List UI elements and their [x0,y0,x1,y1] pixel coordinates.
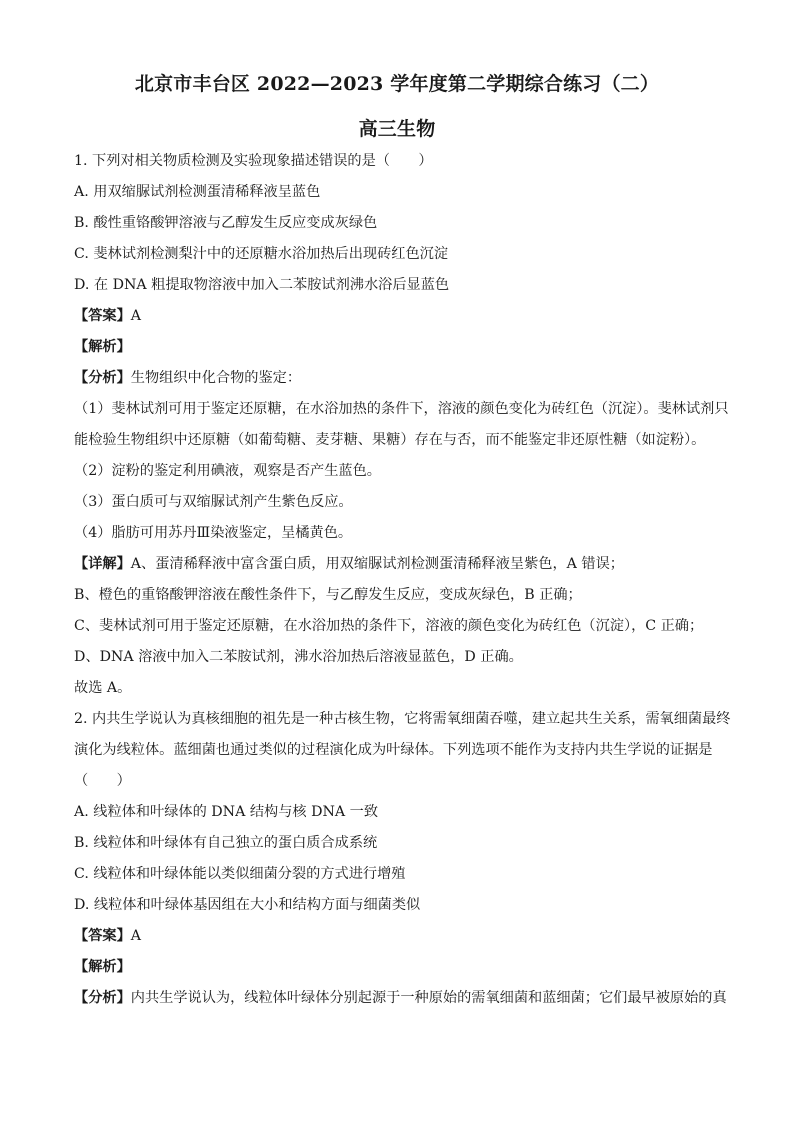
q1-option-d: D. 在 DNA 粗提取物溶液中加入二苯胺试剂沸水浴后显蓝色 [74,277,450,293]
q1-point-1b: 能检验生物组织中还原糖（如葡萄糖、麦芽糖、果糖）存在与否，而不能鉴定非还原性糖（如淀粉）。 [74,432,706,448]
answer-value: A [130,928,142,944]
page-subtitle: 高三生物 [358,118,436,140]
q1-answer [74,306,141,326]
page-title: 北京市丰台区 2022—2023 学年度第二学期综合练习（二） [134,73,660,95]
answer-tag: 【答案】 [74,308,131,324]
q1-option-c: C. 斐林试剂检测梨汁中的还原糖水浴加热后出现砖红色沉淀 [74,246,449,262]
q1-detail-d: D、DNA 溶液中加入二苯胺试剂，沸水浴加热后溶液显蓝色，D 正确。 [74,649,523,665]
fenxi-tag: 【分析】 [74,370,131,386]
fenxi-text: 内共生学说认为，线粒体叶绿体分别起源于一种原始的需氧细菌和蓝细菌；它们最早被原始的真 [130,990,727,1006]
fenxi-tag: 【分析】 [74,990,131,1006]
q1-detail-b: B、橙色的重铬酸钾溶液在酸性条件下，与乙醇发生反应，变成灰绿色，B 正确； [74,587,582,603]
q2-stem-line-1: 2. 内共生学说认为真核细胞的祖先是一种古核生物，它将需氧细菌吞噬，建立起共生关系，需氧细菌最终 [74,711,731,727]
q2-stem-line-3: （ ） [74,773,131,789]
q1-option-b: B. 酸性重铬酸钾溶液与乙醇发生反应变成灰绿色 [74,215,378,231]
detail-text-a: A、蛋清稀释液中富含蛋白质，用双缩脲试剂检测蛋清稀释液呈紫色，A 错误； [130,556,624,572]
q2-option-a: A. 线粒体和叶绿体的 DNA 结构与核 DNA 一致 [74,804,379,820]
q2-option-c: C. 线粒体和叶绿体能以类似细菌分裂的方式进行增殖 [74,866,406,882]
q1-point-1a: （1）斐林试剂可用于鉴定还原糖，在水浴加热的条件下，溶液的颜色变化为砖红色（沉淀）。斐林试剂只 [74,401,729,417]
q1-conclusion: 故选 A。 [74,680,132,696]
q2-option-d: D. 线粒体和叶绿体基因组在大小和结构方面与细菌类似 [74,897,421,913]
answer-value: A [130,308,142,324]
q1-fenxi [74,368,301,388]
q1-point-4: （4）脂肪可用苏丹Ⅲ染液鉴定，呈橘黄色。 [74,525,353,541]
q1-option-a: A. 用双缩脲试剂检测蛋清稀释液呈蓝色 [74,184,321,200]
q2-fenxi [74,988,727,1008]
detail-tag: 【详解】 [74,556,131,572]
q1-detail-a [74,554,624,574]
fenxi-text: 生物组织中化合物的鉴定： [130,370,302,386]
q1-detail-c: C、斐林试剂可用于鉴定还原糖，在水浴加热的条件下，溶液的颜色变化为砖红色（沉淀），C 正确； [74,618,704,634]
q1-stem: 1. 下列对相关物质检测及实验现象描述错误的是（ ） [74,153,433,169]
q1-point-3: （3）蛋白质可与双缩脲试剂产生紫色反应。 [74,494,353,510]
q2-stem-line-2: 演化为线粒体。蓝细菌也通过类似的过程演化成为叶绿体。下列选项不能作为支持内共生学说的证据是 [74,742,713,758]
q2-analysis-tag: 【解析】 [74,959,131,975]
answer-tag: 【答案】 [74,928,131,944]
q1-analysis-tag: 【解析】 [74,339,131,355]
q2-option-b: B. 线粒体和叶绿体有自己独立的蛋白质合成系统 [74,835,378,851]
q2-answer [74,926,141,946]
q1-point-2: （2）淀粉的鉴定利用碘液，观察是否产生蓝色。 [74,463,381,479]
